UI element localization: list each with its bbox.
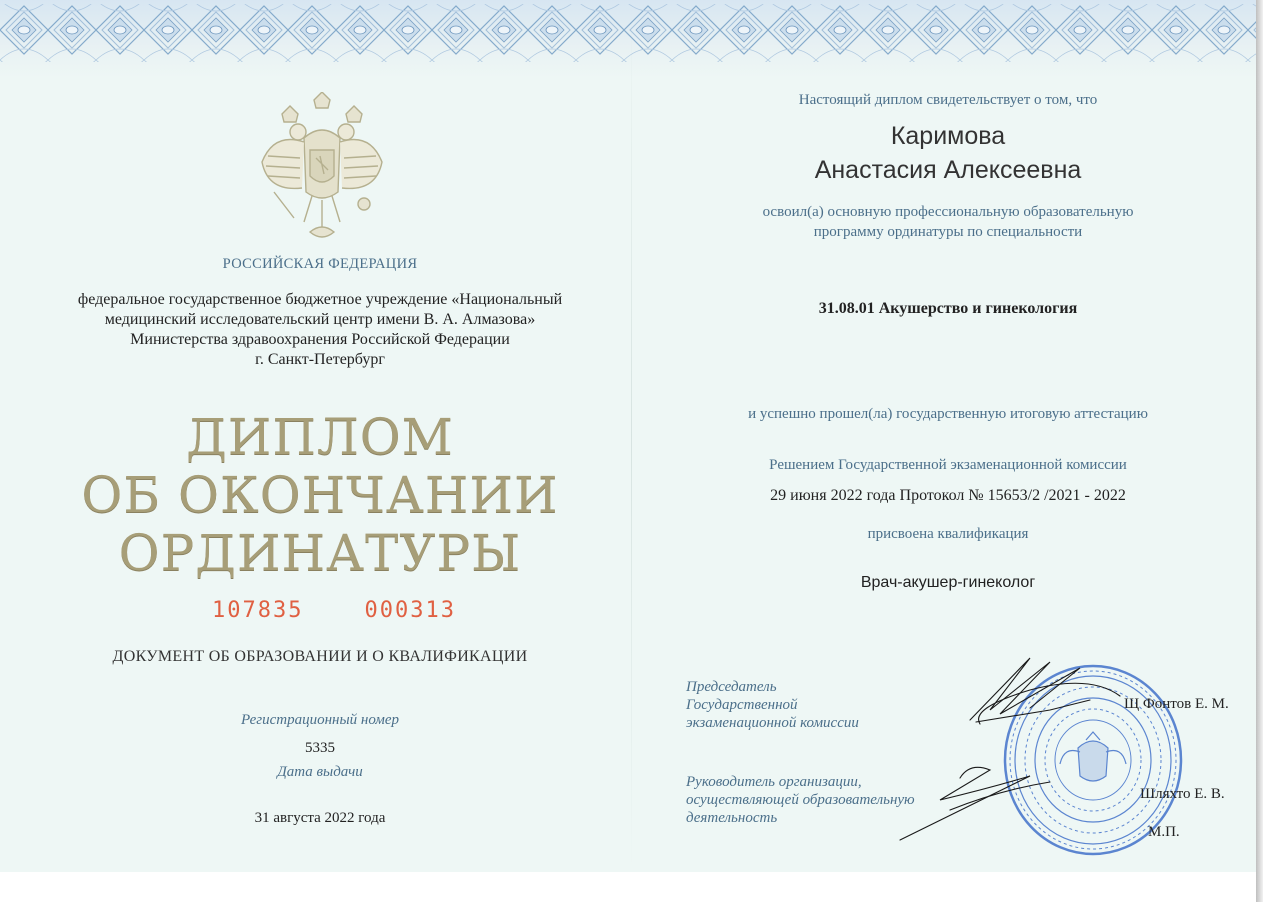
registration-number: 5335 xyxy=(305,740,335,756)
qualification: Врач-акушер-гинеколог xyxy=(860,574,1036,591)
program-statement xyxy=(640,202,1256,242)
title-line-3: ОРДИНАТУРЫ xyxy=(118,524,522,582)
institution-line-4: г. Санкт-Петербург xyxy=(255,351,385,368)
title-line-2: ОБ ОКОНЧАНИИ xyxy=(81,466,559,524)
seal-mark: М.П. xyxy=(1148,824,1180,840)
institution-line-1: федеральное государственное бюджетное учреждение «Национальный xyxy=(77,291,563,308)
program-statement-line-2: программу ординатуры по специальности xyxy=(813,224,1083,240)
issue-date-label: Дата выдачи xyxy=(277,764,363,780)
head-label-line-2: осуществляющей образовательную xyxy=(686,792,915,808)
registration-label: Регистрационный номер xyxy=(240,712,399,728)
country-name: РОССИЙСКАЯ ФЕДЕРАЦИЯ xyxy=(222,256,418,272)
institution-name xyxy=(40,290,600,370)
head-name: Шляхто Е. В. xyxy=(1140,786,1225,802)
chair-name: Щ Фонтов Е. М. xyxy=(1124,696,1229,712)
serial-number xyxy=(212,598,456,623)
institution-line-3: Министерства здравоохранения Российской Федерации xyxy=(130,331,510,348)
coat-of-arms-icon xyxy=(254,92,390,242)
chair-label-line-3: экзаменационной комиссии xyxy=(686,715,859,731)
scan-margin-right xyxy=(1256,0,1263,902)
specialty: 31.08.01 Акушерство и гинекология xyxy=(818,300,1078,317)
title-line-1: ДИПЛОМ xyxy=(186,408,454,466)
issue-date: 31 августа 2022 года xyxy=(254,810,386,826)
protocol-details: 29 июня 2022 года Протокол № 15653/2 /2021 - 2022 xyxy=(770,487,1126,504)
head-label-line-3: деятельность xyxy=(686,810,778,826)
graduate-surname: Каримова xyxy=(890,122,1006,150)
qualification-label: присвоена квалификация xyxy=(867,526,1029,542)
program-statement-line-1: освоил(а) основную профессиональную образовательную xyxy=(762,204,1134,220)
intro-text: Настоящий диплом свидетельствует о том, что xyxy=(798,92,1098,108)
handwritten-signatures-icon xyxy=(880,650,1140,850)
graduate-given-names: Анастасия Алексеевна xyxy=(814,156,1082,184)
head-label-line-1: Руководитель организации, xyxy=(686,774,862,790)
chair-label-line-1: Председатель xyxy=(686,679,777,695)
guilloche-band xyxy=(0,0,1256,78)
attestation-statement: и успешно прошел(ла) государственную итоговую аттестацию xyxy=(748,406,1148,422)
scan-margin-bottom xyxy=(0,872,1256,902)
institution-line-2: медицинский исследовательский центр имени В. А. Алмазова» xyxy=(104,311,536,328)
commission-decision: Решением Государственной экзаменационной комиссии xyxy=(769,457,1127,473)
serial-number-value: 000313 xyxy=(364,598,456,623)
serial-series: 107835 xyxy=(212,598,304,623)
document-type: ДОКУМЕНТ ОБ ОБРАЗОВАНИИ И О КВАЛИФИКАЦИИ xyxy=(112,648,528,665)
chair-label-line-2: Государственной xyxy=(686,697,798,713)
